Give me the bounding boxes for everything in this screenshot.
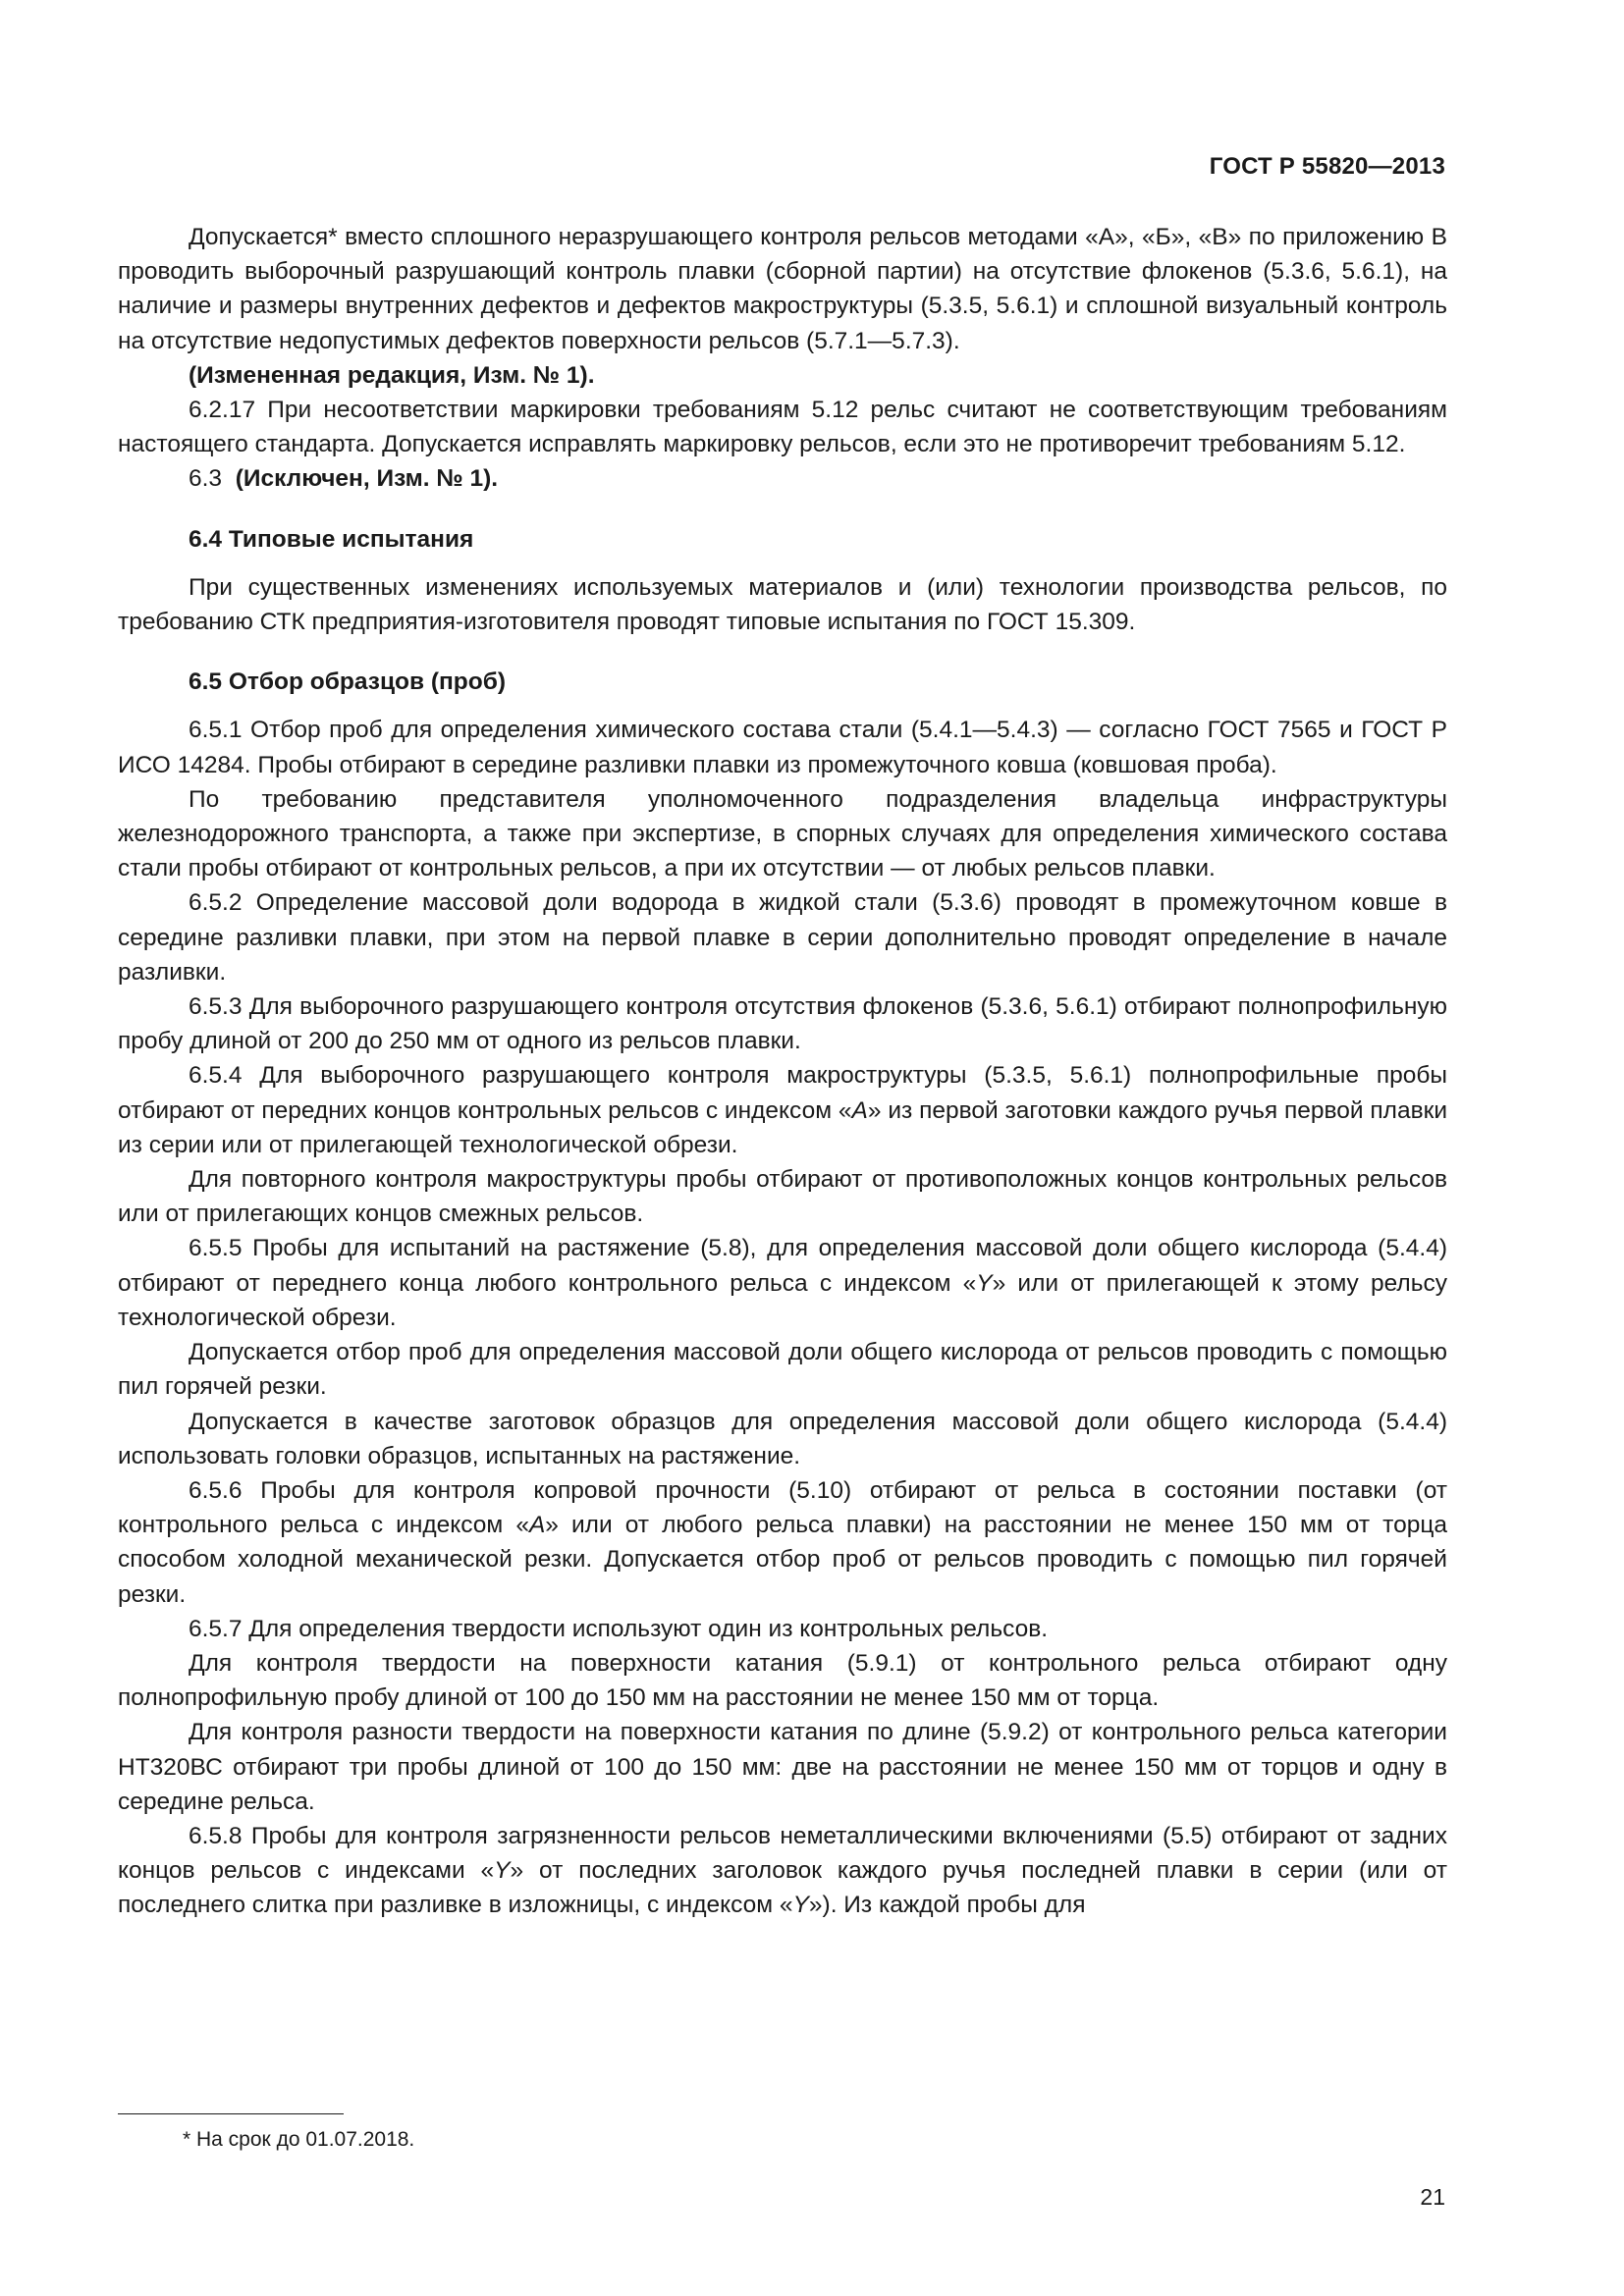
section-heading: 6.4 Типовые испытания <box>189 525 474 553</box>
text-run: » или от любого рельса плавки) на расстоянии не менее 150 мм от торца способом холодной механической резки. Допускается отбор проб от рельсов проводить с помощью пил горячей резки. <box>118 1512 1447 1608</box>
paragraph: 6.5.1 Отбор проб для определения химического состава стали (5.4.1—5.4.3) — согласно ГОСТ 7565 и ГОСТ Р ИСО 14284. Пробы отбирают в середине разливки плавки из промежуточного ковша (ковшовая проба). <box>118 717 1447 778</box>
paragraph: Для повторного контроля макроструктуры пробы отбирают от противоположных концов контрольных рельсов или от прилегающих концов смежных рельсов. <box>118 1166 1447 1228</box>
page-number: 21 <box>1420 2184 1445 2210</box>
rail-index: Y <box>494 1857 511 1885</box>
text-run: »). Из каждой пробы для <box>808 1892 1086 1919</box>
paragraph <box>118 1058 1447 1162</box>
rail-index: А <box>851 1096 868 1124</box>
text-run: » из первой заготовки каждого ручья первой плавки из серии или от прилегающей технологической обрези. <box>118 1096 1448 1158</box>
clause-number: 6.3 <box>189 465 223 493</box>
text-run: » или от прилегающей к этому рельсу технологической обрези. <box>118 1269 1447 1331</box>
page-body <box>118 220 1447 1923</box>
paragraph <box>118 1231 1447 1335</box>
text-run: » от последних заголовок каждого ручья последней плавки в серии (или от последнего слитка при разливке в изложницы, с индексом « <box>118 1857 1447 1919</box>
paragraph: Допускается* вместо сплошного неразрушающего контроля рельсов методами «А», «Б», «В» по приложению В проводить выборочный разрушающий контроль плавки (сборной партии) на отсутствие флокенов (5.3.6, 5.6.1), на наличие и размеры внутренних дефектов и дефектов макроструктуры (5.3.5, 5.6.1) и сплошной визуальный контроль на отсутствие недопустимых дефектов поверхности рельсов (5.7.1—5.7.3). <box>118 224 1447 354</box>
paragraph: Допускается в качестве заготовок образцов для определения массовой доли общего кислорода (5.4.4) использовать головки образцов, испытанных на растяжение. <box>118 1408 1447 1469</box>
paragraph: Для контроля разности твердости на поверхности катания по длине (5.9.2) от контрольного рельса категории НТ320ВС отбирают три пробы длиной от 100 до 150 мм: две на расстоянии не менее 150 мм от торцов и одну в середине рельса. <box>118 1719 1447 1815</box>
exclusion-note: (Исключен, Изм. № 1). <box>235 465 499 493</box>
section-heading: 6.5 Отбор образцов (проб) <box>189 668 507 696</box>
text-run: 6.5.8 Пробы для контроля загрязненности рельсов неметаллическими включениями (5.5) отбирают от задних концов рельсов с индексами « <box>118 1822 1447 1885</box>
footnote-separator <box>118 2113 344 2114</box>
text-run: 6.5.4 Для выборочного разрушающего контроля макроструктуры (5.3.5, 5.6.1) полнопрофильные пробы отбирают от передних концов контрольных рельсов с индексом « <box>118 1062 1447 1124</box>
rail-index: А <box>528 1512 546 1539</box>
paragraph: 6.5.3 Для выборочного разрушающего контроля отсутствия флокенов (5.3.6, 5.6.1) отбирают полнопрофильную пробу длиной от 200 до 250 мм от одного из рельсов плавки. <box>118 993 1447 1055</box>
footnote: * На срок до 01.07.2018. <box>183 2128 415 2151</box>
paragraph: 6.5.2 Определение массовой доли водорода в жидкой стали (5.3.6) проводят в промежуточном ковше в середине разливки плавки, при этом на первой плавке в серии дополнительно проводят определение в начале разливки. <box>118 889 1447 986</box>
paragraph <box>118 1819 1447 1923</box>
text-run: 6.5.5 Пробы для испытаний на растяжение (5.8), для определения массовой доли общего кислорода (5.4.4) отбирают от переднего конца любого контрольного рельса с индексом « <box>118 1235 1447 1297</box>
paragraph <box>118 1473 1447 1612</box>
paragraph: 6.2.17 При несоответствии маркировки требованиям 5.12 рельс считают не соответствующим требованиям настоящего стандарта. Допускается исправлять маркировку рельсов, если это не противоречит требованиям 5.12. <box>118 397 1447 458</box>
amendment-note: (Измененная редакция, Изм. № 1). <box>189 361 595 389</box>
paragraph: Допускается отбор проб для определения массовой доли общего кислорода от рельсов проводить с помощью пил горячей резки. <box>118 1339 1447 1401</box>
paragraph: Для контроля твердости на поверхности катания (5.9.1) от контрольного рельса отбирают одну полнопрофильную пробу длиной от 100 до 150 мм на расстоянии не менее 150 мм от торца. <box>118 1649 1447 1712</box>
rail-index: Y <box>976 1269 993 1297</box>
paragraph: При существенных изменениях используемых материалов и (или) технологии производства рельсов, по требованию СТК предприятия-изготовителя проводят типовые испытания по ГОСТ 15.309. <box>118 573 1447 636</box>
rail-index: Y <box>792 1892 809 1919</box>
paragraph: 6.5.7 Для определения твердости используют один из контрольных рельсов. <box>189 1615 1049 1642</box>
paragraph: По требованию представителя уполномоченного подразделения владельца инфраструктуры железнодорожного транспорта, а также при экспертизе, в спорных случаях для определения химического состава стали пробы отбирают от контрольных рельсов, а при их отсутствии — от любых рельсов плавки. <box>118 785 1447 882</box>
clause-excluded <box>118 461 1447 496</box>
document-header: ГОСТ Р 55820—2013 <box>1209 153 1445 180</box>
text-run: 6.5.6 Пробы для контроля копровой прочности (5.10) отбирают от рельса в состоянии поставки (от контрольного рельса с индексом « <box>118 1476 1447 1539</box>
